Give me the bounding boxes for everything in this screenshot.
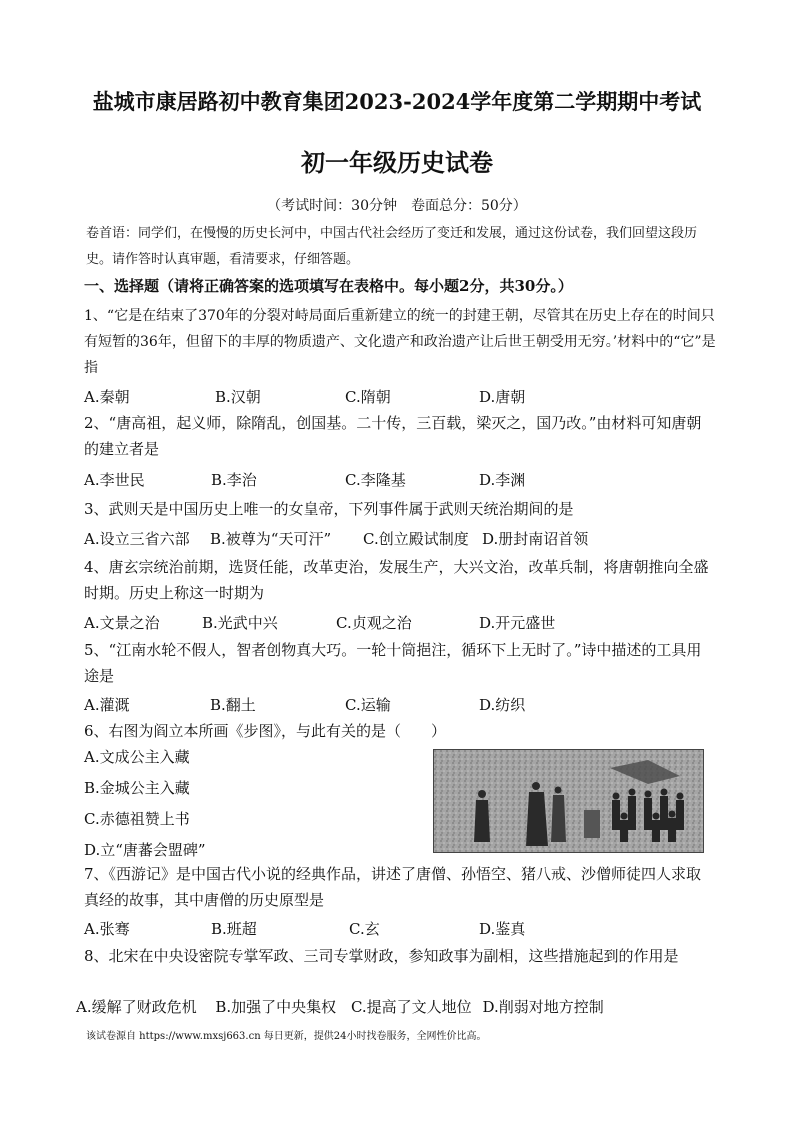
option-4a: A.文景之治: [84, 614, 160, 632]
option-6c: C.赤德祖赞上书: [84, 810, 190, 828]
option-5c: C.运输: [345, 696, 391, 714]
question-4: 4、唐玄宗统治前期，选贤任能，改革吏治，发展生产，大兴文治，改革兵制，将唐朝推向全盛时期。历史上称这一时期为: [84, 558, 709, 602]
painting-illustration: [434, 750, 704, 853]
option-2c: C.李隆基: [345, 471, 406, 489]
option-4d: D.开元盛世: [479, 614, 556, 632]
options-5: [84, 694, 724, 718]
exam-title: 盐城市康居路初中教育集团2023-2024学年度第二学期期中考试: [92, 89, 702, 114]
question-3: 3、武则天是中国历史上唯一的女皇帝，下列事件属于武则天统治期间的是: [84, 500, 574, 518]
options-3: [84, 528, 724, 552]
option-1d: D.唐朝: [479, 388, 526, 406]
painting-image: [433, 749, 704, 853]
question-1: 1、“它是在结束了370年的分裂对峙局面后重新建立的统一的封建王朝，尽管其在历史上存在的时间只有短暂的36年，但留下的丰厚的物质遗产、文化遗产和政治遗产让后世王朝受用无穷。’材料中的“它”是指: [84, 308, 716, 376]
option-5b: B.翻土: [210, 696, 256, 714]
options-2: [84, 469, 724, 493]
footer-source: 该试卷源自 https://www.mxsj663.cn 每日更新，提供24小时找卷服务，全网性价比高。: [86, 1031, 487, 1042]
question-2: 2、“唐高祖，起义师，除隋乱，创国基。二十传，三百载，梁灭之，国乃改。”由材料可知唐朝的建立者是: [84, 414, 702, 458]
intro-text: 卷首语：同学们，在慢慢的历史长河中，中国古代社会经历了变迁和发展，通过这份试卷，我们回望这段历史。请作答时认真审题，看清要求，仔细答题。: [86, 226, 698, 267]
options-1: [84, 386, 724, 410]
option-2a: A.李世民: [84, 471, 145, 489]
option-3b: B.被尊为“天可汗”: [210, 530, 332, 548]
options-7: [84, 918, 724, 942]
option-7b: B.班超: [211, 920, 257, 938]
exam-subtitle: 初一年级历史试卷: [301, 148, 493, 177]
option-8b: B.加强了中央集权: [215, 998, 337, 1016]
option-6a: A.文成公主入藏: [84, 748, 190, 766]
option-5a: A.灌溉: [84, 696, 130, 714]
option-5d: D.纺织: [479, 696, 526, 714]
question-7: 7、《西游记》是中国古代小说的经典作品，讲述了唐僧、孙悟空、猪八戒、沙僧师徒四人求取真经的故事，其中唐僧的历史原型是: [84, 865, 702, 909]
option-7a: A.张骞: [84, 920, 130, 938]
question-6: 6、右图为阎立本所画《步图》，与此有关的是（ ）: [84, 722, 447, 740]
option-7c: C.玄: [349, 920, 380, 938]
option-1b: B.汉朝: [215, 388, 261, 406]
option-3c: C.创立殿试制度: [363, 530, 469, 548]
option-1a: A.秦朝: [84, 388, 130, 406]
question-5: 5、“江南水轮不假人，智者创物真大巧。一轮十筒挹注，循环下上无时了。”诗中描述的工具用途是: [84, 641, 702, 685]
options-4: [84, 612, 724, 636]
option-8a: A.缓解了财政危机: [76, 998, 197, 1016]
exam-meta: （考试时间：30分钟 卷面总分：50分）: [267, 198, 527, 214]
option-6b: B.金城公主入藏: [84, 779, 190, 797]
option-8c: C.提高了文人地位: [350, 998, 472, 1016]
option-8d: D.削弱对地方控制: [482, 998, 604, 1016]
section-heading: 一、选择题（请将正确答案的选项填写在表格中。每小题2分，共30分。）: [84, 277, 573, 295]
options-8: [76, 996, 604, 1017]
option-2d: D.李渊: [479, 471, 526, 489]
option-1c: C.隋朝: [345, 388, 391, 406]
option-2b: B.李治: [211, 471, 257, 489]
option-3d: D.册封南诏首领: [482, 530, 589, 548]
option-3a: A.设立三省六部: [84, 530, 190, 548]
option-4b: B.光武中兴: [202, 614, 278, 632]
option-4c: C.贞观之治: [336, 614, 412, 632]
option-6d: D.立“唐蕃会盟碑”: [84, 841, 206, 859]
question-8: 8、北宋在中央设密院专掌军政、三司专掌财政，参知政事为副相，这些措施起到的作用是: [84, 947, 679, 965]
option-7d: D.鉴真: [479, 920, 526, 938]
